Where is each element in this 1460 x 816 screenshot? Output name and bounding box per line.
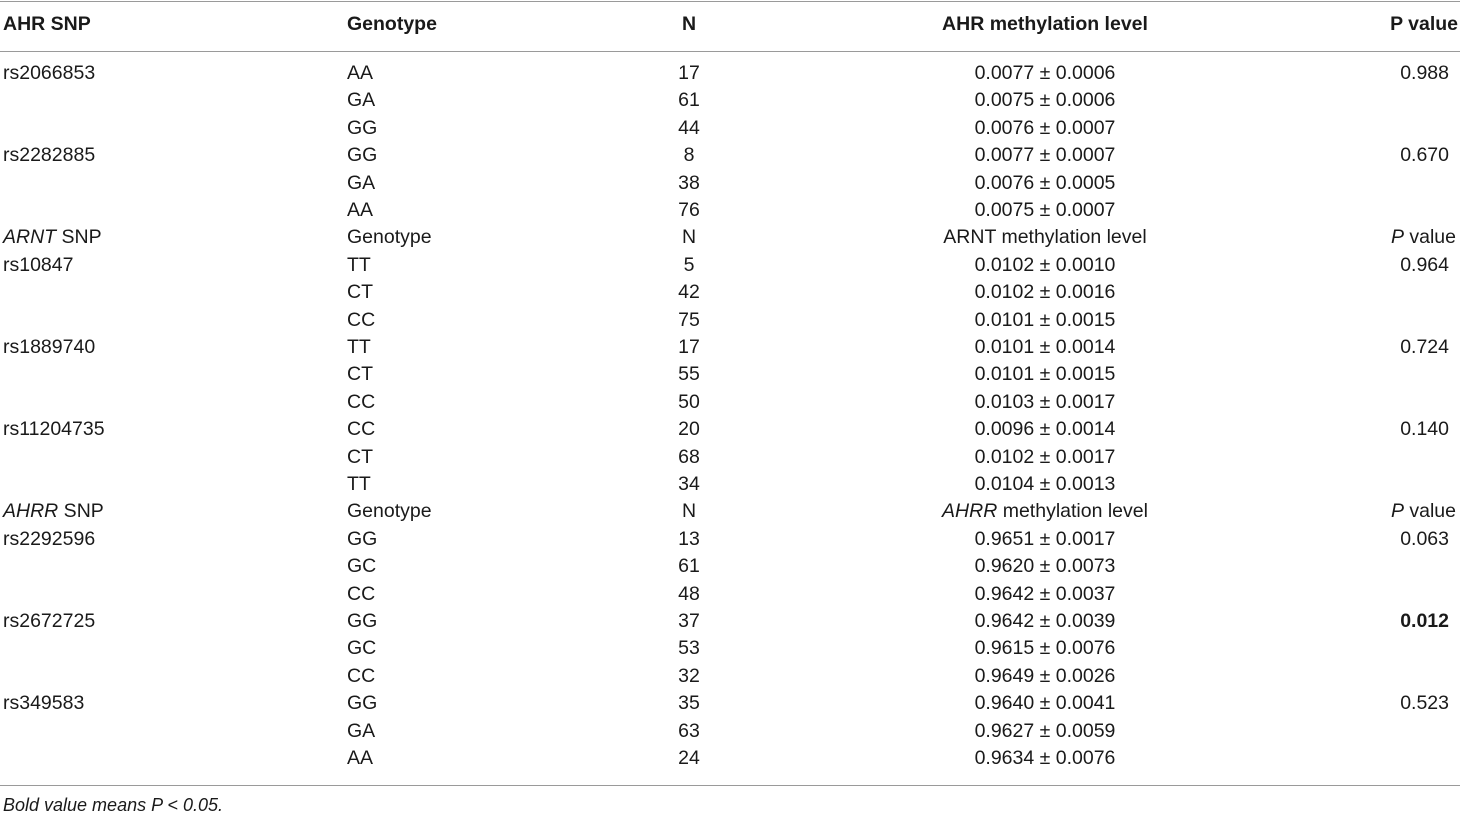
subheader-p-symbol: P — [1390, 226, 1404, 249]
methylation-level-cell: 0.0103 ± 0.0017 — [974, 390, 1116, 413]
header-methylation-level: AHR methylation level — [942, 13, 1148, 35]
snp-cell: rs2066853 — [3, 62, 96, 84]
methylation-level-cell: 0.9627 ± 0.0059 — [974, 719, 1116, 742]
table-row — [0, 528, 1460, 555]
snp-cell: rs1889740 — [3, 336, 96, 358]
methylation-level-cell: 0.9640 ± 0.0041 — [974, 692, 1116, 715]
genotype-cell: CT — [347, 363, 373, 386]
n-cell: 61 — [678, 89, 700, 112]
genotype-cell: GC — [347, 555, 377, 578]
table-row — [0, 117, 1460, 144]
snp-cell: rs10847 — [3, 253, 74, 276]
n-cell: 53 — [678, 637, 700, 660]
table-row — [0, 692, 1460, 719]
methylation-level-cell: 0.9615 ± 0.0076 — [974, 637, 1116, 660]
header-n: N — [681, 13, 697, 35]
table-row — [0, 62, 1460, 89]
table-row — [0, 144, 1460, 171]
methylation-level-cell: 0.0077 ± 0.0006 — [974, 62, 1116, 84]
methylation-level-cell: 0.0101 ± 0.0014 — [974, 336, 1116, 358]
n-cell: 32 — [678, 664, 700, 687]
header-snp: AHR SNP — [3, 13, 91, 35]
table-header-row — [0, 13, 1460, 41]
methylation-level-cell: 0.9620 ± 0.0073 — [974, 555, 1116, 578]
methylation-level-cell: 0.9642 ± 0.0037 — [974, 582, 1116, 605]
table-row — [0, 89, 1460, 116]
genotype-cell: AA — [347, 62, 374, 84]
methylation-level-cell: 0.0101 ± 0.0015 — [974, 363, 1116, 386]
subheader-p-value — [1391, 226, 1456, 249]
table-row — [0, 336, 1460, 363]
methylation-level-cell: 0.0075 ± 0.0006 — [974, 89, 1116, 112]
subheader-snp — [3, 500, 104, 523]
n-cell: 35 — [678, 692, 700, 715]
genotype-cell: CC — [347, 418, 376, 441]
subheader-snp-suffix: SNP — [58, 500, 104, 523]
table-row — [0, 446, 1460, 473]
table-row — [0, 720, 1460, 747]
methylation-level-cell: 0.0076 ± 0.0005 — [974, 171, 1116, 194]
table-row — [0, 254, 1460, 281]
snp-cell: rs349583 — [3, 692, 85, 715]
subheader-level-text: ARNT methylation level — [943, 226, 1147, 249]
n-cell: 20 — [678, 418, 700, 441]
n-cell: 13 — [678, 527, 700, 550]
n-cell: 63 — [678, 719, 700, 742]
subheader-snp-gene: ARNT — [3, 226, 57, 249]
table-row — [0, 418, 1460, 445]
genotype-cell: CC — [347, 390, 376, 413]
methylation-level-cell: 0.0101 ± 0.0015 — [974, 308, 1116, 331]
table-row — [0, 583, 1460, 610]
table-subheader-row — [0, 226, 1460, 253]
table-subheader-row — [0, 500, 1460, 527]
snp-cell: rs11204735 — [3, 418, 105, 441]
table-header-rule — [0, 51, 1460, 52]
table-row — [0, 473, 1460, 500]
subheader-p-text: value — [1403, 226, 1456, 249]
n-cell: 44 — [678, 116, 700, 139]
methylation-level-cell: 0.0102 ± 0.0016 — [974, 281, 1116, 304]
subheader-methylation-level — [895, 226, 1195, 249]
genotype-cell: CC — [347, 582, 376, 605]
genotype-cell: TT — [347, 473, 371, 495]
methylation-level-cell: 0.0096 ± 0.0014 — [974, 418, 1116, 441]
header-genotype: Genotype — [347, 13, 437, 35]
methylation-level-cell: 0.9651 ± 0.0017 — [974, 527, 1116, 550]
n-cell: 38 — [678, 171, 700, 194]
subheader-n: N — [681, 226, 697, 249]
n-cell: 48 — [678, 582, 700, 605]
genotype-cell: TT — [347, 336, 371, 358]
methylation-level-cell: 0.9649 ± 0.0026 — [974, 664, 1116, 687]
subheader-genotype: Genotype — [347, 500, 432, 523]
p-value-cell: 0.012 — [1400, 610, 1449, 632]
subheader-snp-suffix: SNP — [56, 226, 102, 249]
methylation-level-cell: 0.0075 ± 0.0007 — [974, 199, 1116, 221]
table-row — [0, 172, 1460, 199]
subheader-p-text: value — [1403, 500, 1456, 523]
genotype-cell: GG — [347, 144, 378, 167]
n-cell: 50 — [678, 390, 700, 413]
genotype-cell: GA — [347, 171, 376, 194]
subheader-n: N — [681, 500, 697, 523]
genotype-cell: CC — [347, 664, 376, 687]
n-cell: 17 — [678, 62, 700, 84]
methylation-level-cell: 0.9642 ± 0.0039 — [974, 610, 1116, 632]
p-value-cell: 0.670 — [1400, 144, 1449, 167]
genotype-cell: GA — [347, 89, 376, 112]
n-cell: 24 — [678, 747, 700, 769]
table-footnote: Bold value means P < 0.05. — [3, 795, 223, 815]
table-row — [0, 637, 1460, 664]
p-value-cell: 0.964 — [1400, 253, 1449, 276]
genotype-cell: GC — [347, 637, 377, 660]
n-cell: 5 — [683, 253, 695, 276]
table-row — [0, 391, 1460, 418]
table-row — [0, 309, 1460, 336]
n-cell: 42 — [678, 281, 700, 304]
genotype-cell: CT — [347, 281, 373, 304]
methylation-level-cell: 0.0104 ± 0.0013 — [974, 473, 1116, 495]
subheader-methylation-level — [895, 500, 1195, 523]
n-cell: 61 — [678, 555, 700, 578]
subheader-p-symbol: P — [1390, 500, 1404, 523]
genotype-cell: AA — [347, 199, 374, 221]
table-row — [0, 610, 1460, 637]
genotype-cell: GG — [347, 116, 378, 139]
methylation-level-cell: 0.9634 ± 0.0076 — [974, 747, 1116, 769]
n-cell: 8 — [683, 144, 695, 167]
table-row — [0, 363, 1460, 390]
p-value-cell: 0.988 — [1400, 62, 1449, 84]
header-p-value: P value — [1390, 13, 1458, 35]
table-row — [0, 747, 1460, 774]
n-cell: 68 — [678, 445, 700, 468]
genotype-cell: GG — [347, 610, 378, 632]
table-top-rule — [0, 1, 1460, 2]
genotype-cell: TT — [347, 253, 371, 276]
methylation-level-cell: 0.0076 ± 0.0007 — [974, 116, 1116, 139]
table-row — [0, 199, 1460, 226]
n-cell: 55 — [678, 363, 700, 386]
p-value-cell: 0.724 — [1400, 336, 1449, 358]
p-value-cell: 0.140 — [1400, 418, 1449, 441]
subheader-level-text: methylation level — [997, 500, 1148, 523]
p-value-cell: 0.063 — [1400, 527, 1449, 550]
table-bottom-rule — [0, 785, 1460, 786]
table-row — [0, 665, 1460, 692]
subheader-level-gene: AHRR — [942, 500, 998, 523]
genotype-cell: GA — [347, 719, 376, 742]
p-value-cell: 0.523 — [1400, 692, 1449, 715]
genotype-cell: GG — [347, 692, 378, 715]
snp-cell: rs2672725 — [3, 610, 96, 632]
subheader-snp-gene: AHRR — [3, 500, 59, 523]
genotype-cell: CC — [347, 308, 376, 331]
genotype-cell: GG — [347, 527, 378, 550]
methylation-level-cell: 0.0102 ± 0.0017 — [974, 445, 1116, 468]
n-cell: 17 — [678, 336, 700, 358]
n-cell: 75 — [678, 308, 700, 331]
subheader-p-value — [1391, 500, 1456, 523]
subheader-snp — [3, 226, 102, 249]
table-row — [0, 555, 1460, 582]
table-row — [0, 281, 1460, 308]
methylation-level-cell: 0.0077 ± 0.0007 — [974, 144, 1116, 167]
n-cell: 76 — [678, 199, 700, 221]
genotype-cell: CT — [347, 445, 373, 468]
snp-cell: rs2282885 — [3, 144, 96, 167]
genotype-cell: AA — [347, 747, 374, 769]
subheader-genotype: Genotype — [347, 226, 432, 249]
n-cell: 37 — [678, 610, 700, 632]
methylation-level-cell: 0.0102 ± 0.0010 — [974, 253, 1116, 276]
snp-cell: rs2292596 — [3, 527, 96, 550]
n-cell: 34 — [678, 473, 700, 495]
